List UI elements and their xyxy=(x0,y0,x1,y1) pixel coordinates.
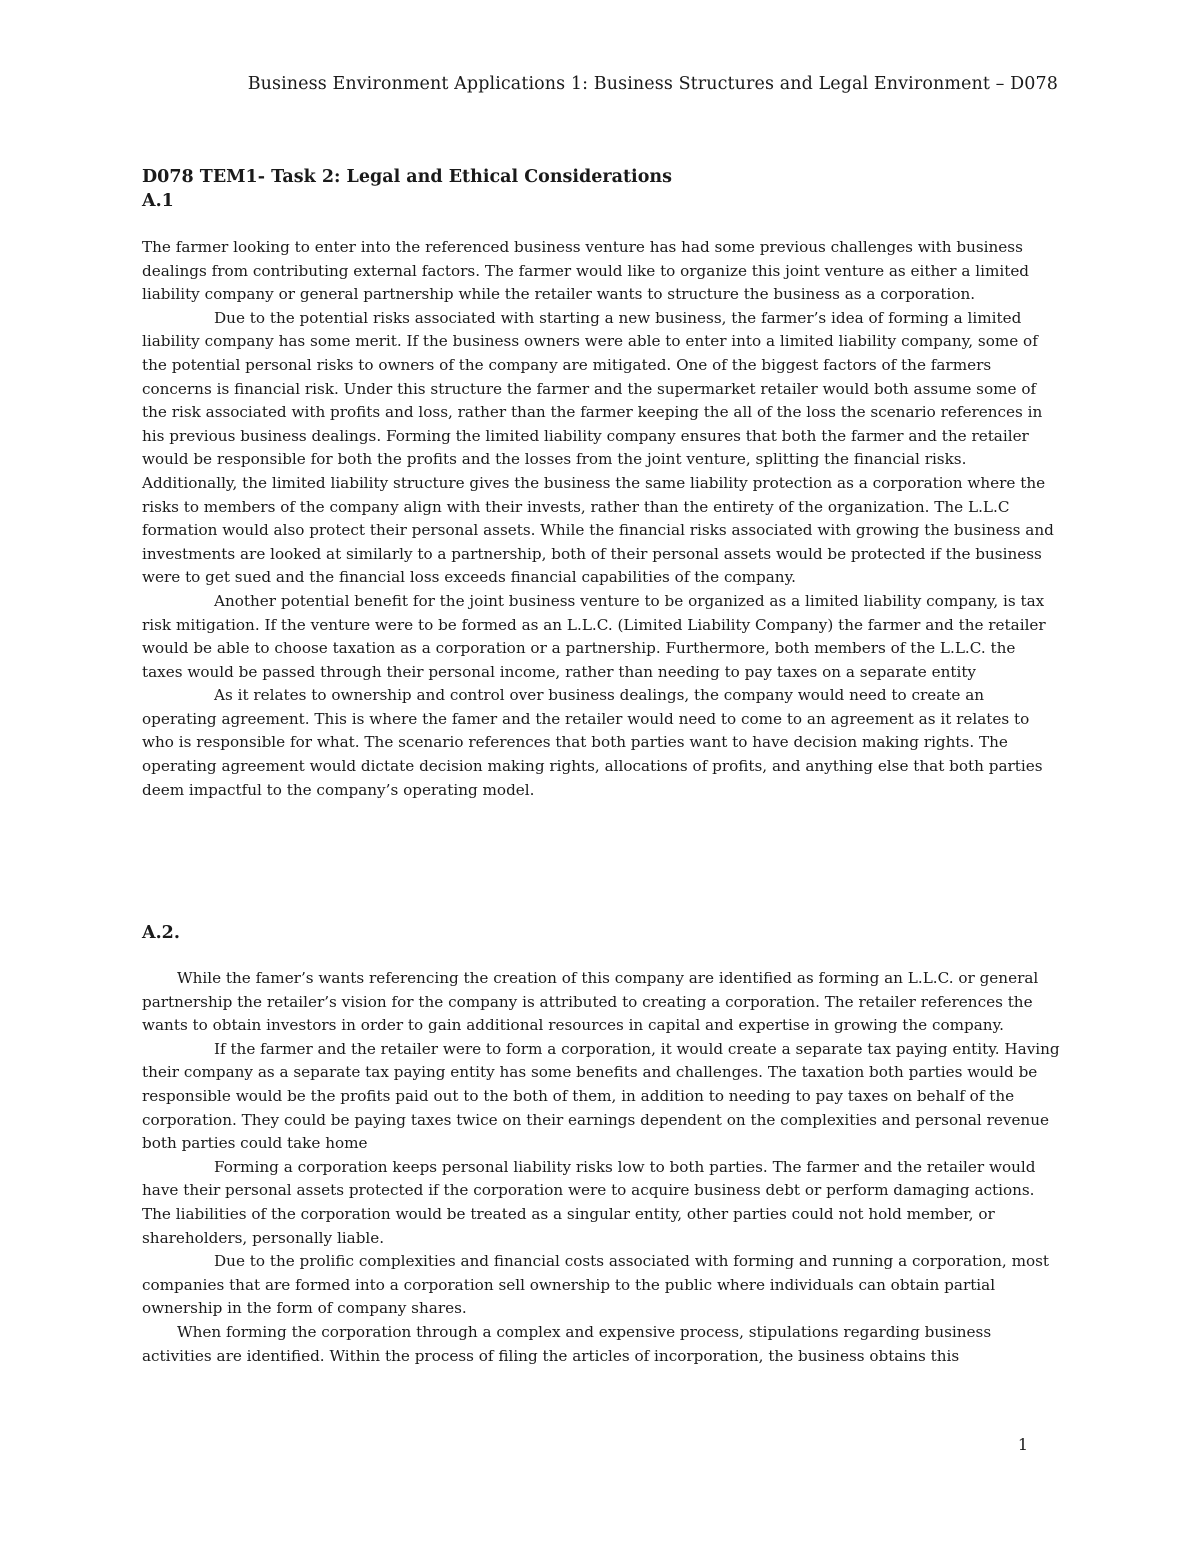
section-a1-paragraph-4: As it relates to ownership and control over business dealings, the company would need to create an operating agreement. This is where the famer and the retailer would need to come to an agreement as it relates to who is responsible for what. The scenario references that both parties want to have decision making rights. The operating agreement would dictate decision making rights, allocations of profits, and anything else that both parties deem impactful to the company’s operating model. xyxy=(142,686,1043,799)
section-a2-paragraph-2: If the farmer and the retailer were to form a corporation, it would create a separate tax paying entity. Having their company as a separate tax paying entity has some benefits and challenges. The taxation both parties would be responsible would be the profits paid out to the both of them, in addition to needing to pay taxes on behalf of the corporation. They could be paying taxes twice on their earnings dependent on the complexities and personal revenue both parties could take home xyxy=(142,1039,1060,1153)
page-number: 1 xyxy=(1017,1435,1028,1454)
section-a2-paragraph-3: Forming a corporation keeps personal liability risks low to both parties. The farmer and the retailer would have their personal assets protected if the corporation were to acquire business debt or perform damaging actions. The liabilities of the corporation would be treated as a singular entity, other parties could not hold member, or shareholders, personally liable. xyxy=(142,1157,1036,1247)
section-a2-body xyxy=(142,967,1060,1368)
page-header: Business Environment Applications 1: Business Structures and Legal Environment – D078 xyxy=(247,74,1058,94)
section-a2-paragraph-5: When forming the corporation through a complex and expensive process, stipulations regarding business activities are identified. Within the process of filing the articles of incorporation, the business obtains this xyxy=(142,1322,992,1365)
section-a1-body xyxy=(142,236,1060,802)
section-a1-paragraph-1: The farmer looking to enter into the referenced business venture has had some previous challenges with business dealings from contributing external factors. The farmer would like to organize this joint venture as either a limited liability company or general partnership while the retailer wants to structure the business as a corporation. xyxy=(142,238,1030,304)
document-title: D078 TEM1- Task 2: Legal and Ethical Considerations xyxy=(142,167,672,187)
section-a1-paragraph-2: Due to the potential risks associated with starting a new business, the farmer’s idea of forming a limited liability company has some merit. If the business owners were able to enter into a limited liability company, some of the potential personal risks to owners of the company are mitigated. One of the biggest factors of the farmers concerns is financial risk. Under this structure the farmer and the supermarket retailer would both assume some of the risk associated with profits and loss, rather than the farmer keeping the all of the loss the scenario references in his previous business dealings. Forming the limited liability company ensures that both the farmer and the retailer would be responsible for both the profits and the losses from the joint venture, splitting the financial risks. Additionally, the limited liability structure gives the business the same liability protection as a corporation where the risks to members of the company align with their invests, rather than the entirety of the organization. The L.L.C formation would also protect their personal assets. While the financial risks associated with growing the business and investments are looked at similarly to a partnership, both of their personal assets would be protected if the business were to get sued and the financial loss exceeds financial capabilities of the company. xyxy=(142,308,1054,587)
section-a2-paragraph-4: Due to the prolific complexities and financial costs associated with forming and running a corporation, most companies that are formed into a corporation sell ownership to the public where individuals can obtain partial ownership in the form of company shares. xyxy=(142,1252,1050,1318)
section-a2-heading: A.2. xyxy=(142,923,180,943)
section-a1-heading: A.1 xyxy=(142,191,174,211)
section-a1-paragraph-3: Another potential benefit for the joint business venture to be organized as a limited liability company, is tax risk mitigation. If the venture were to be formed as an L.L.C. (Limited Liability Company) the farmer and the retailer would be able to choose taxation as a corporation or a partnership. Furthermore, both members of the L.L.C. the taxes would be passed through their personal income, rather than needing to pay taxes on a separate entity xyxy=(142,591,1046,681)
section-a2-paragraph-1: While the famer’s wants referencing the creation of this company are identified as forming an L.L.C. or general partnership the retailer’s vision for the company is attributed to creating a corporation. The retailer references the wants to obtain investors in order to gain additional resources in capital and expertise in growing the company. xyxy=(142,969,1039,1035)
